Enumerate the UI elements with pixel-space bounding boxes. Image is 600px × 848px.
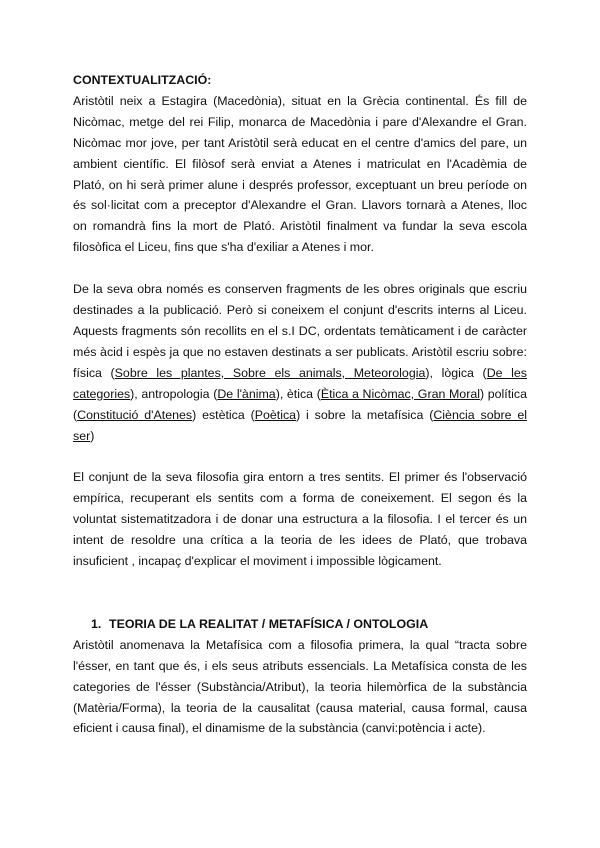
section-1-title-text: TEORIA DE LA REALITAT / METAFÍSICA / ONTOLOGIA — [109, 616, 429, 631]
works-text: ), lògica ( — [425, 365, 487, 380]
spacer — [73, 446, 527, 467]
spacer — [73, 572, 527, 614]
works-text: ) i sobre la metafísica ( — [296, 407, 434, 422]
works-text: ) política ( — [73, 386, 527, 422]
section-1-number: 1. — [91, 616, 102, 631]
work-link-anthropology: De l'ànima — [217, 386, 276, 401]
work-link-politics: Constitució d'Atenes — [77, 407, 193, 422]
contextualitzacio-heading: CONTEXTUALITZACIÓ: — [73, 73, 212, 87]
section-1-title — [91, 614, 527, 635]
work-link-ethics: Ètica a Nicòmac, Gran Moral — [320, 386, 480, 401]
works-text: ), ètica ( — [275, 386, 321, 401]
section-1-paragraph: Aristòtil anomenava la Metafísica com a filosofia primera, la qual “tracta sobre l'ésser, en tant que és, i els seus atributs essencials. La Metafísica consta de les categories de l'ésser (Substància/Atribut), la teoria hilemòrfica de la substància (Matèria/Forma), la teoria de la causalitat (causa material, causa formal, causa eficient i causa final), el dinamisme de la substància (canvi:potència i acte). — [73, 637, 527, 736]
paragraph-works — [73, 279, 527, 446]
work-link-physics: Sobre les plantes, Sobre els animals, Meteorologia — [114, 365, 426, 380]
work-link-logic: De les categories — [73, 365, 527, 401]
document-page — [73, 70, 527, 739]
spacer — [73, 258, 527, 279]
works-text: ) — [90, 428, 95, 443]
work-link-aesthetics: Poètica — [254, 407, 297, 422]
works-text: ) estètica ( — [192, 407, 255, 422]
paragraph-philosophy-senses: El conjunt de la seva filosofia gira entorn a tres sentits. El primer és l'observació empírica, recuperant els sentits com a forma de coneixement. El segon és la voluntat sistematitzadora i de donar una estructura a la filosofia. I el tercer és un intent de resoldre una crítica a la teoria de les idees de Plató, que trobava insuficient , incapaç d'explicar el moviment i impossible lògicament. — [73, 470, 527, 569]
work-link-metaphysics: Ciència sobre el ser — [73, 407, 527, 443]
paragraph-biography: Aristòtil neix a Estagira (Macedònia), situat en la Grècia continental. És fill de Nicòmac, metge del rei Filip, monarca de Macedònia i pare d'Alexandre el Gran. Nicòmac mor jove, per tant Aristòtil serà educat en el centre d'amics del pare, un ambient científic. El filòsof serà enviat a Atenes i matriculat en l'Acadèmia de Plató, on hi serà primer alune i després professor, exceptuant un breu període on és sol·licitat com a preceptor d'Alexandre el Gran. Llavors tornarà a Atenes, lloc on romandrà fins la mort de Plató. Aristòtil finalment va fundar la seva escola filosòfica el Liceu, fins que s'ha d'exiliar a Atenes i mor. — [73, 93, 527, 255]
works-text: ), antropologia ( — [130, 386, 218, 401]
works-text: De la seva obra només es conserven fragments de les obres originals que escriu destinades a la publicació. Però si coneixem el conjunt d'escrits interns al Liceu. Aquests fragments són recollits en el s.I DC, ordentats temàticament i de caràcter més àcid i espès ja que no estaven destinats a ser publicats. Aristòtil escriu sobre: física ( — [73, 282, 527, 380]
